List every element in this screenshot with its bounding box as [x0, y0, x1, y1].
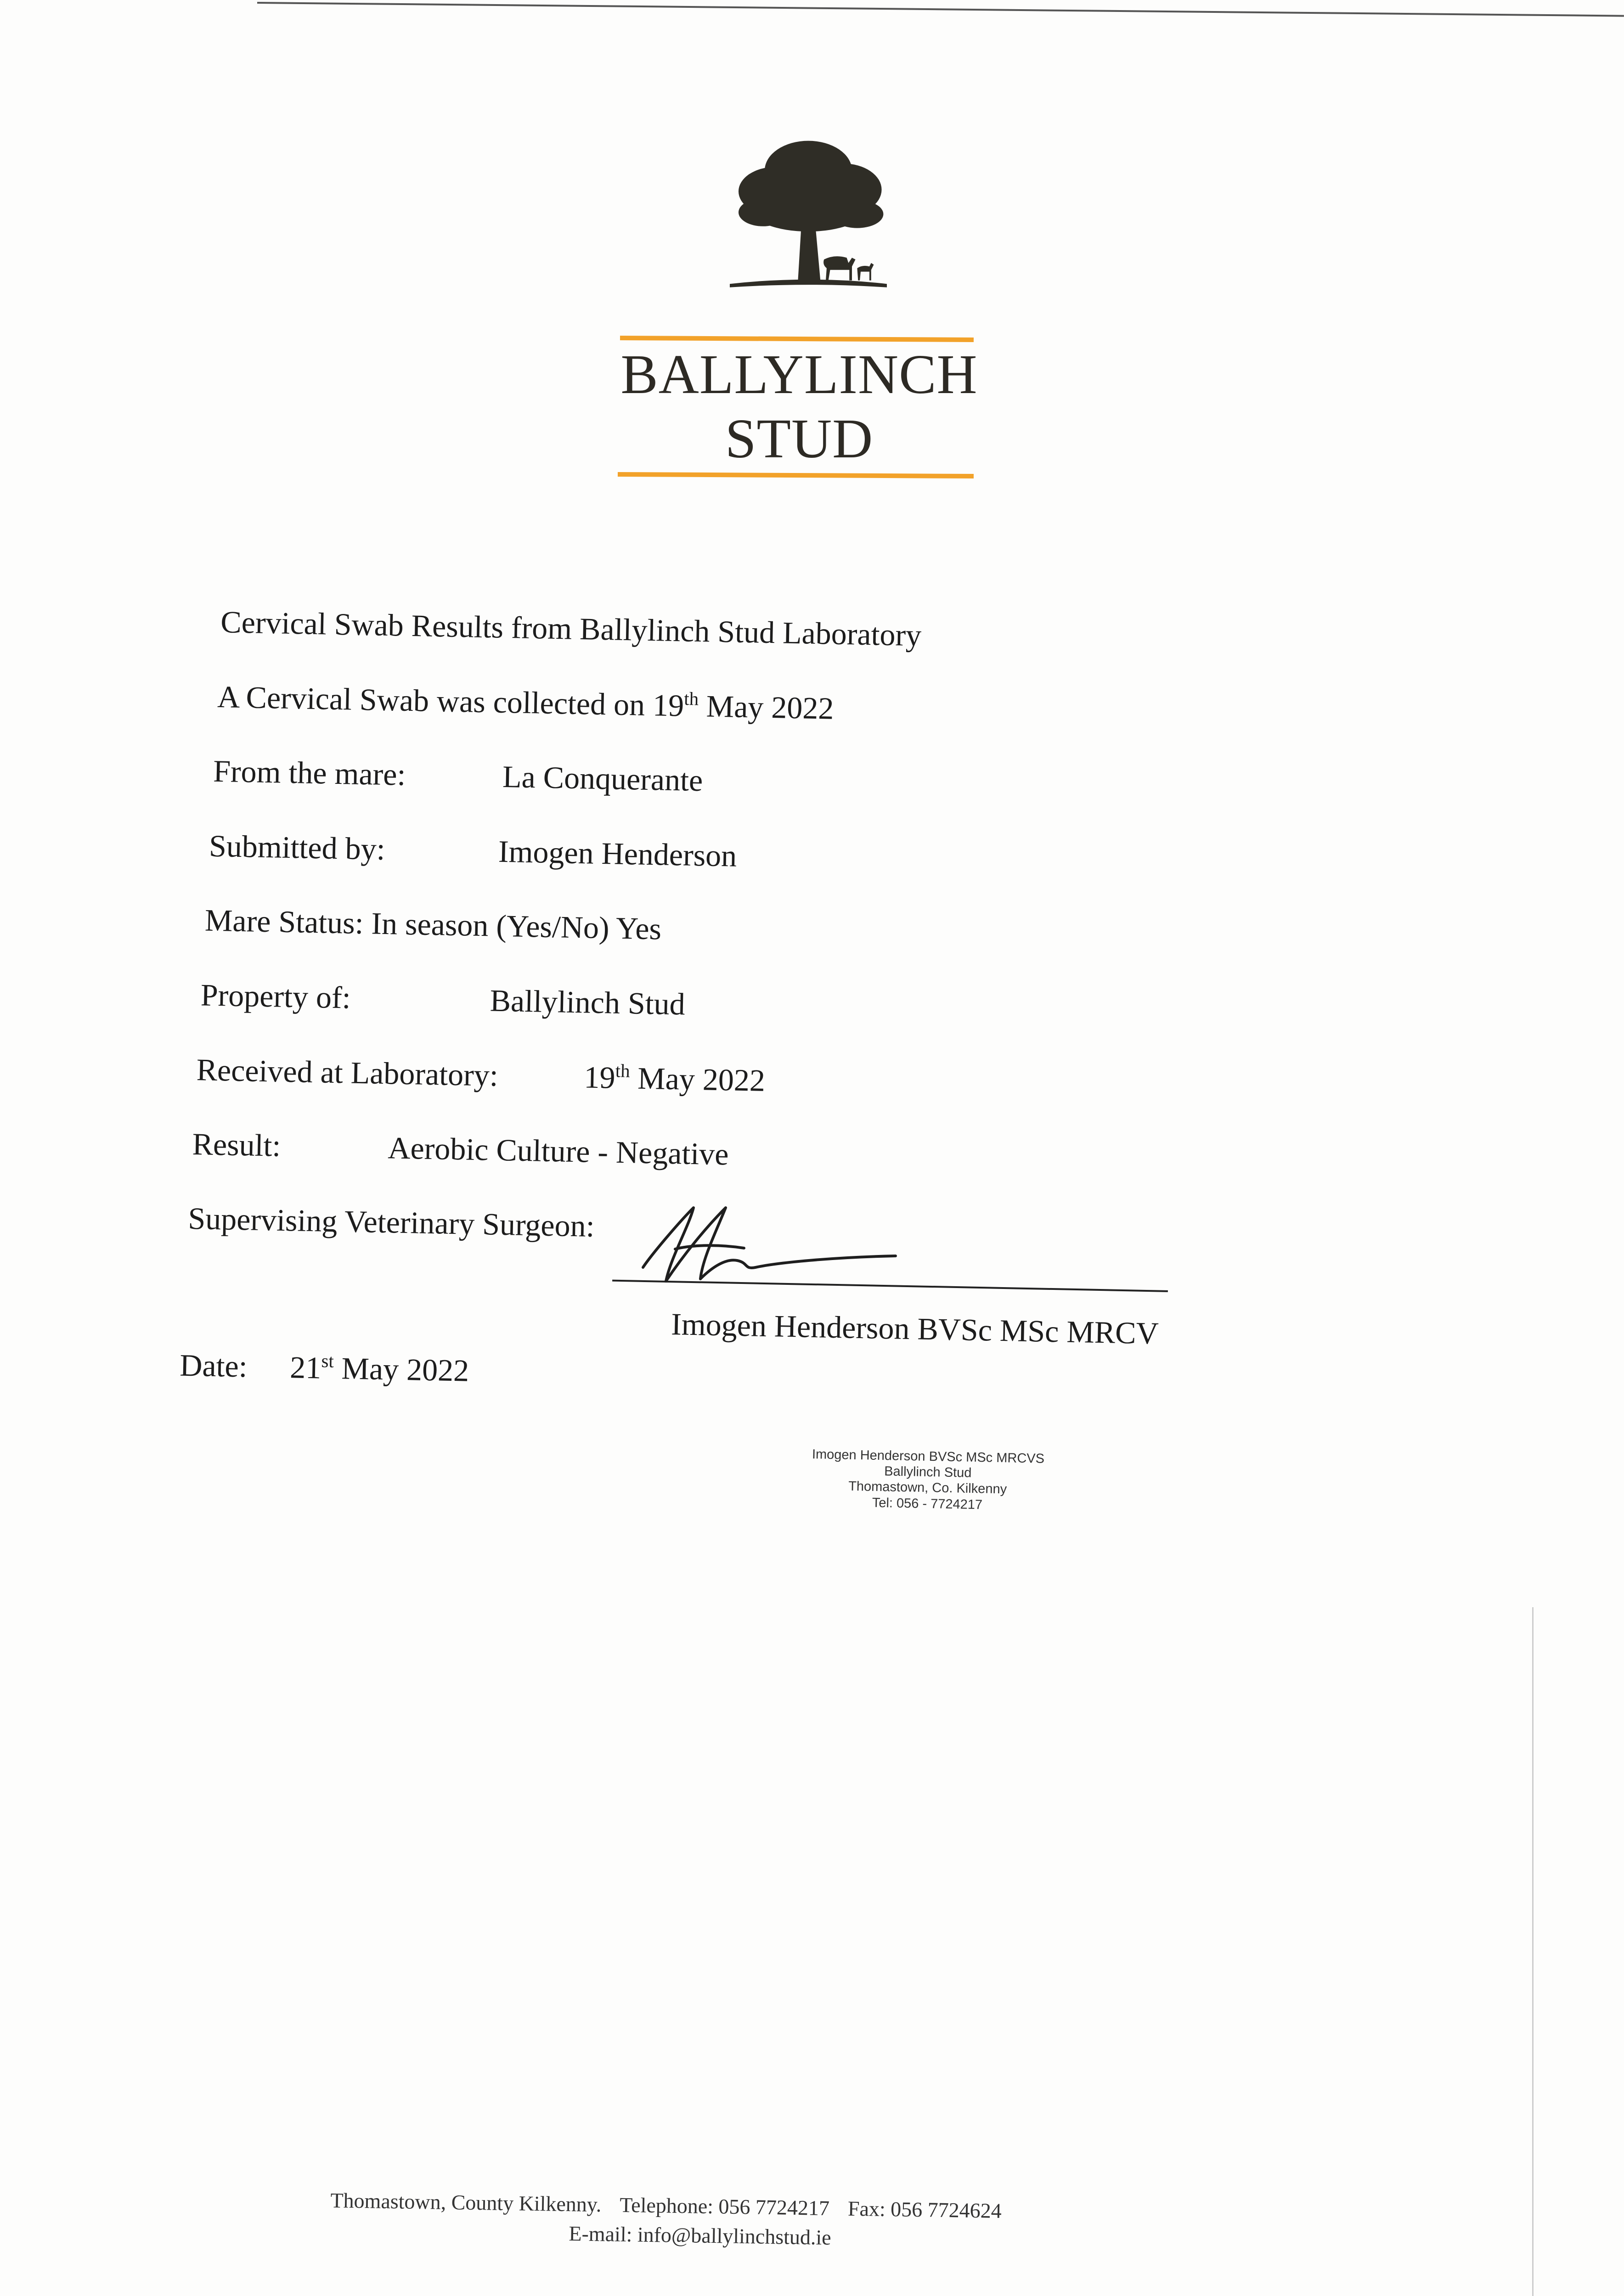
result-value: Aerobic Culture - Negative	[387, 1130, 729, 1172]
collected-line	[217, 681, 834, 724]
surgeon-name: Imogen Henderson BVSc MSc MRCV	[671, 1306, 1159, 1351]
footer-email: E-mail: info@ballylinchstud.ie	[569, 2222, 832, 2250]
date-value	[290, 1351, 469, 1386]
mare-value: La Conquerante	[502, 759, 703, 798]
handwritten-signature	[638, 1199, 923, 1290]
collected-prefix: A Cervical Swab was collected on 19	[217, 679, 684, 723]
mare-label: From the mare:	[213, 753, 406, 792]
footer-fax: Fax: 056 7724624	[847, 2196, 1002, 2223]
logo-name-line1: BALLYLINCH	[620, 343, 978, 405]
collected-suffix: May 2022	[698, 688, 835, 726]
stamp-line4: Tel: 056 - 7724217	[872, 1495, 983, 1512]
footer-address: Thomastown, County Kilkenny.	[330, 2189, 602, 2217]
submitted-label: Submitted by:	[209, 828, 386, 867]
received-sup: th	[615, 1060, 631, 1081]
surgeon-label: Supervising Veterinary Surgeon:	[187, 1200, 595, 1244]
received-prefix: 19	[583, 1059, 616, 1095]
collected-sup: th	[683, 688, 699, 709]
footer-telephone: Telephone: 056 7724217	[619, 2193, 830, 2220]
stamp-line1: Imogen Henderson BVSc MSc MRCVS	[812, 1447, 1045, 1466]
result-label: Result:	[192, 1126, 282, 1163]
date-prefix: 21	[289, 1350, 322, 1385]
logo-name-line2: STUD	[725, 408, 874, 470]
submitted-value: Imogen Henderson	[498, 833, 737, 873]
date-sup: st	[321, 1351, 334, 1372]
received-value	[584, 1061, 766, 1096]
stamp-line2: Ballylinch Stud	[884, 1464, 972, 1481]
date-suffix: May 2022	[333, 1351, 469, 1388]
mare-status-line: Mare Status: In season (Yes/No) Yes	[204, 902, 662, 946]
stamp-line3: Thomastown, Co. Kilkenny	[848, 1479, 1007, 1497]
received-label: Received at Laboratory:	[196, 1052, 499, 1093]
property-label: Property of:	[200, 977, 351, 1015]
practice-stamp	[757, 1446, 1098, 1515]
received-suffix: May 2022	[629, 1060, 766, 1098]
report-title: Cervical Swab Results from Ballylinch Stud Laboratory	[220, 604, 922, 653]
property-value: Ballylinch Stud	[490, 983, 686, 1022]
date-label: Date:	[179, 1347, 248, 1384]
